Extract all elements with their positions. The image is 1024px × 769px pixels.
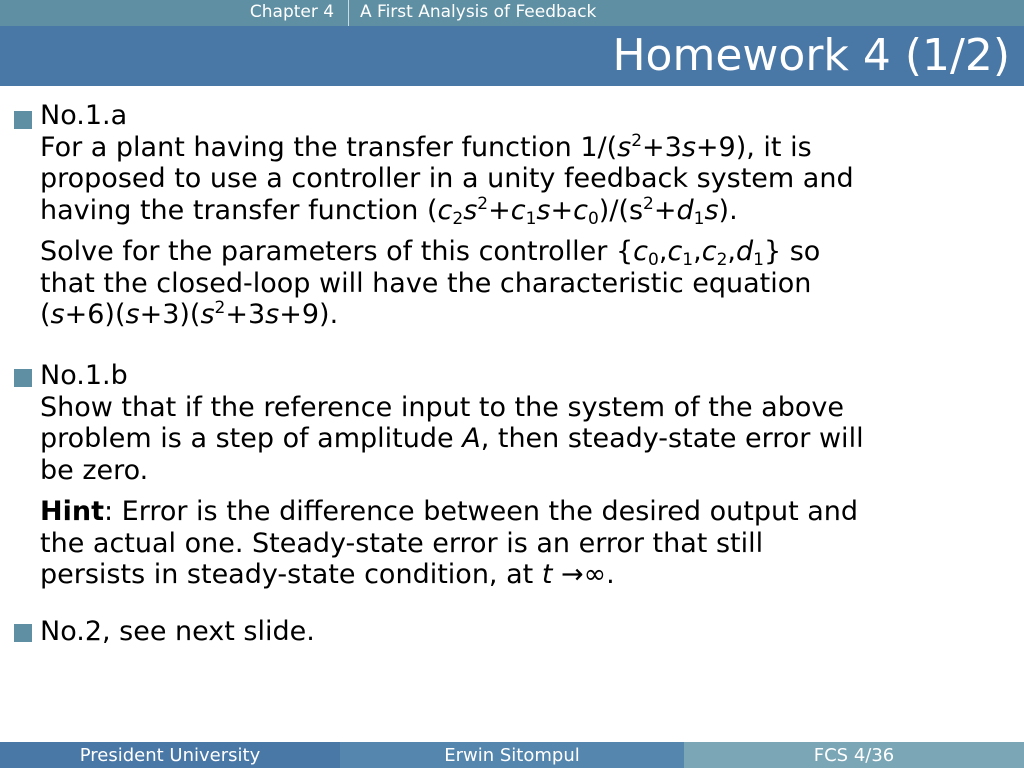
bullet-square-icon [14,369,32,387]
slide-title: Homework 4 (1/2) [612,30,1010,81]
item-label: No.2, see next slide. [40,616,315,647]
bullet-square-icon [14,111,32,129]
paragraph: proposed to use a controller in a unity feedback system and [40,163,854,194]
paragraph: For a plant having the transfer function $1/(s^2+3s+9)$, it is [40,130,812,163]
chapter-title: A First Analysis of Feedback [360,2,597,22]
item-no1b-text [40,360,1015,591]
hint-paragraph: Hint: Error is the difference between the desired output and [40,496,859,527]
chapter-label: Chapter 4 [236,0,349,26]
title-bar [0,26,1024,86]
hint-paragraph: the actual one. Steady-state error is an error that still [40,527,764,559]
bullet-square-icon [14,624,32,642]
paragraph: $(s+6)(s+3)(s^2+3s+9)$. [40,298,339,330]
item-label: No.1.b [40,360,128,391]
hint-label: Hint [40,496,104,527]
paragraph: Solve for the parameters of this controller $\{c_0,c_1,c_2,d_1\}$ so [40,236,821,270]
hint-paragraph: persists in steady-state condition, at t →∞. [40,559,615,590]
slide-content [0,86,1024,740]
paragraph: Show that if the reference input to the system of the above [40,391,844,423]
item-no1a-text [40,100,1015,331]
footer-bar [0,742,1024,768]
chapter-strip [0,0,1024,26]
footer-institution: President University [0,742,340,768]
footer-author: Erwin Sitompul [340,742,684,768]
paragraph: having the transfer function $(c_2s^2+c_1s+c_0)/(s^2+d_1s)$. [40,193,738,229]
item-no2-text [40,616,1015,648]
paragraph: problem is a step of amplitude A, then steady-state error will [40,423,864,454]
footer-slide-number: FCS 4/36 [684,742,1024,768]
paragraph: be zero. [40,454,149,486]
item-label: No.1.a [40,100,128,131]
paragraph: that the closed-loop will have the characteristic equation [40,267,812,299]
